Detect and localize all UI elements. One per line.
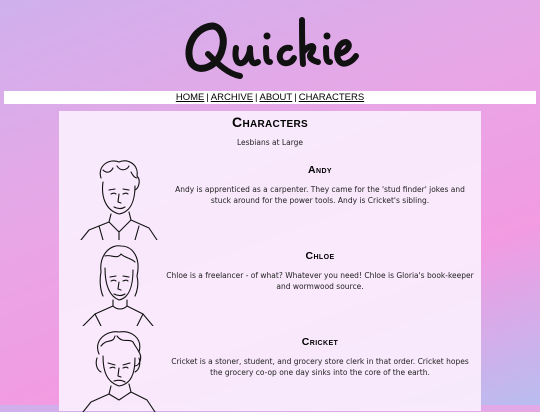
content-panel (59, 111, 481, 411)
character-name: Cricket (301, 336, 339, 348)
cricket-portrait (73, 328, 159, 412)
character-entry-chloe (59, 242, 481, 326)
nav-characters-link[interactable]: CHARACTERS (298, 92, 365, 103)
chloe-portrait (73, 242, 159, 326)
andy-portrait (73, 156, 159, 240)
character-name: Andy (308, 164, 332, 176)
nav-archive-link[interactable]: ARCHIVE (210, 92, 254, 103)
character-entry-andy (59, 156, 481, 240)
nav-about-link[interactable]: ABOUT (259, 92, 293, 103)
nav-home-link[interactable]: HOME (175, 92, 205, 103)
nav-separator: | (294, 92, 297, 103)
site-logo[interactable] (178, 8, 363, 86)
page-subtitle: Lesbians at Large (236, 138, 304, 147)
page-title: Characters (232, 114, 308, 130)
character-entry-cricket (59, 328, 481, 412)
nav-bar (4, 91, 536, 104)
nav-separator: | (206, 92, 209, 103)
character-description: Chloe is a freelancer - of what? Whatever you need! Chloe is Gloria's book-keeper and wormwood source. (166, 271, 474, 291)
character-description: Cricket is a stoner, student, and grocery store clerk in that order. Cricket hopes the grocery co-op one day sinks into the core of the earth. (171, 357, 469, 377)
character-name: Chloe (305, 250, 335, 262)
character-description: Andy is apprenticed as a carpenter. They came for the 'stud finder' jokes and stuck around for the power tools. Andy is Cricket's sibling. (175, 185, 465, 205)
nav-separator: | (255, 92, 258, 103)
